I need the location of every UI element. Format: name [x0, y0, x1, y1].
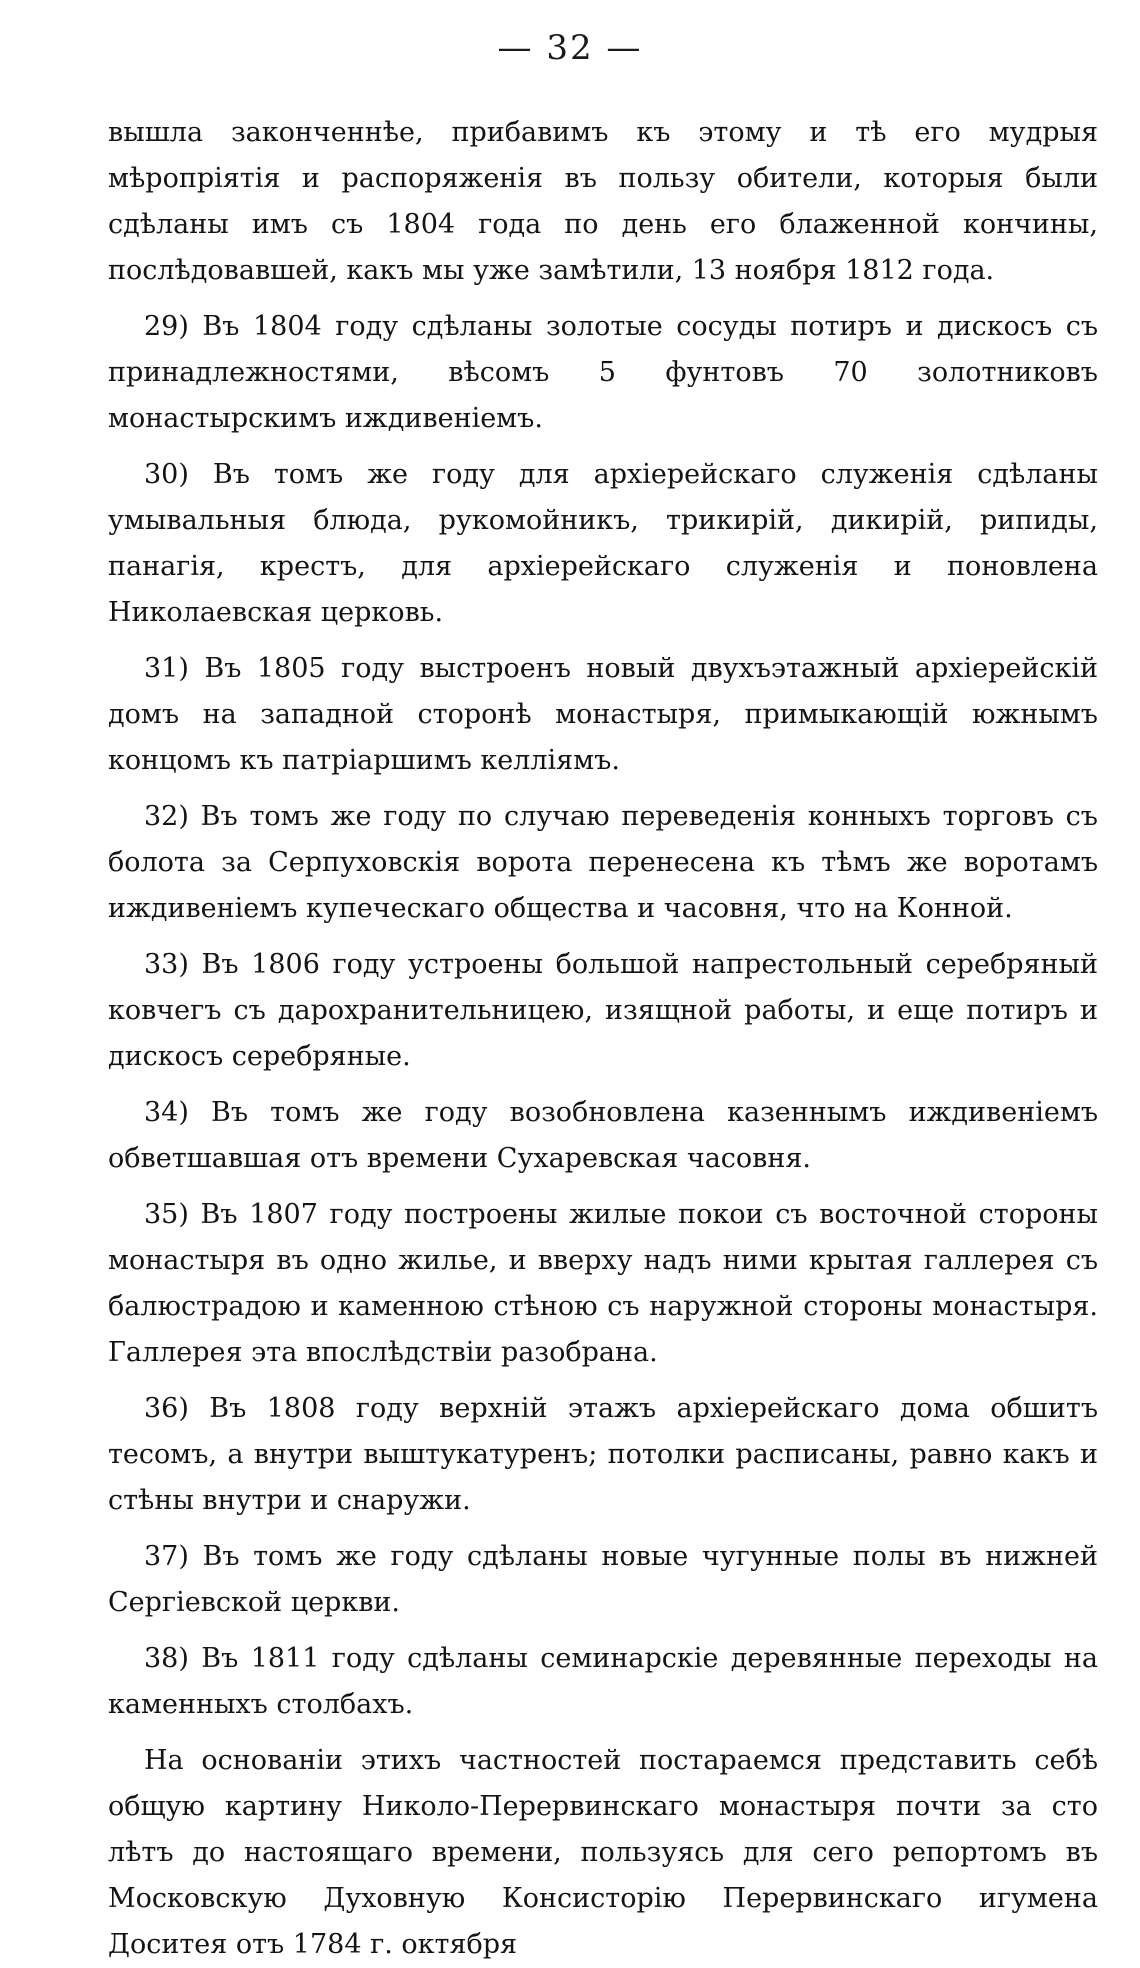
paragraph-continuation: вышла законченнѣе, прибавимъ къ этому и тѣ его мудрыя мѣропріятія и распоряженія въ пользу обители, которыя были сдѣланы имъ съ 1804 года по день его блаженной кончины, послѣдовавшей, какъ мы уже замѣтили, 13 ноября 1812 года. [108, 117, 1098, 286]
paragraph-item-36: 36) Въ 1808 году верхній этажъ архіерейскаго дома обшитъ тесомъ, а внутри выштукатуренъ; потолки расписаны, равно какъ и стѣны внутри и снаружи. [108, 1393, 1098, 1516]
paragraph-item-30: 30) Въ томъ же году для архіерейскаго служенія сдѣланы умывальныя блюда, рукомойникъ, трикирій, дикирій, рипиды, панагія, крестъ, для архіерейскаго служенія и поновлена Николаевская церковь. [108, 459, 1098, 628]
paragraph-item-33: 33) Въ 1806 году устроены большой напрестольный серебряный ковчегъ съ дарохранительницею, изящной работы, и еще потиръ и дискосъ серебряные. [108, 949, 1098, 1072]
paragraph-item-37: 37) Въ томъ же году сдѣланы новые чугунные полы въ нижней Сергіевской церкви. [108, 1541, 1098, 1618]
paragraph-item-34: 34) Въ томъ же году возобновлена казеннымъ иждивеніемъ обветшавшая отъ времени Сухаревская часовня. [108, 1097, 1098, 1174]
page-number: — 32 — [497, 28, 643, 68]
paragraph-item-38: 38) Въ 1811 году сдѣланы семинарскіе деревянные переходы на каменныхъ столбахъ. [108, 1643, 1098, 1720]
paragraph-item-31: 31) Въ 1805 году выстроенъ новый двухъэтажный архіерейскій домъ на западной сторонѣ монастыря, примыкающій южнымъ концомъ къ патріаршимъ келліямъ. [108, 653, 1098, 776]
body-text [108, 110, 1098, 1968]
paragraph-item-32: 32) Въ томъ же году по случаю переведенія конныхъ торговъ съ болота за Серпуховскія ворота перенесена къ тѣмъ же воротамъ иждивеніемъ купеческаго общества и часовня, что на Конной. [108, 801, 1098, 924]
paragraph-summary: На основаніи этихъ частностей постараемся представить себѣ общую картину Николо-Перервинскаго монастыря почти за сто лѣтъ до настоящаго времени, пользуясь для сего репортомъ въ Московскую Духовную Консисторію Перервинскаго игумена Доситея отъ 1784 г. октября [108, 1745, 1098, 1960]
paragraph-item-29: 29) Въ 1804 году сдѣланы золотые сосуды потиръ и дискосъ съ принадлежностями, вѣсомъ 5 фунтовъ 70 золотниковъ монастырскимъ иждивеніемъ. [108, 311, 1098, 434]
paragraph-item-35: 35) Въ 1807 году построены жилые покои съ восточной стороны монастыря въ одно жилье, и вверху надъ ними крытая галлерея съ балюстрадою и каменною стѣною съ наружной стороны монастыря. Галлерея эта впослѣдствіи разобрана. [108, 1199, 1098, 1368]
